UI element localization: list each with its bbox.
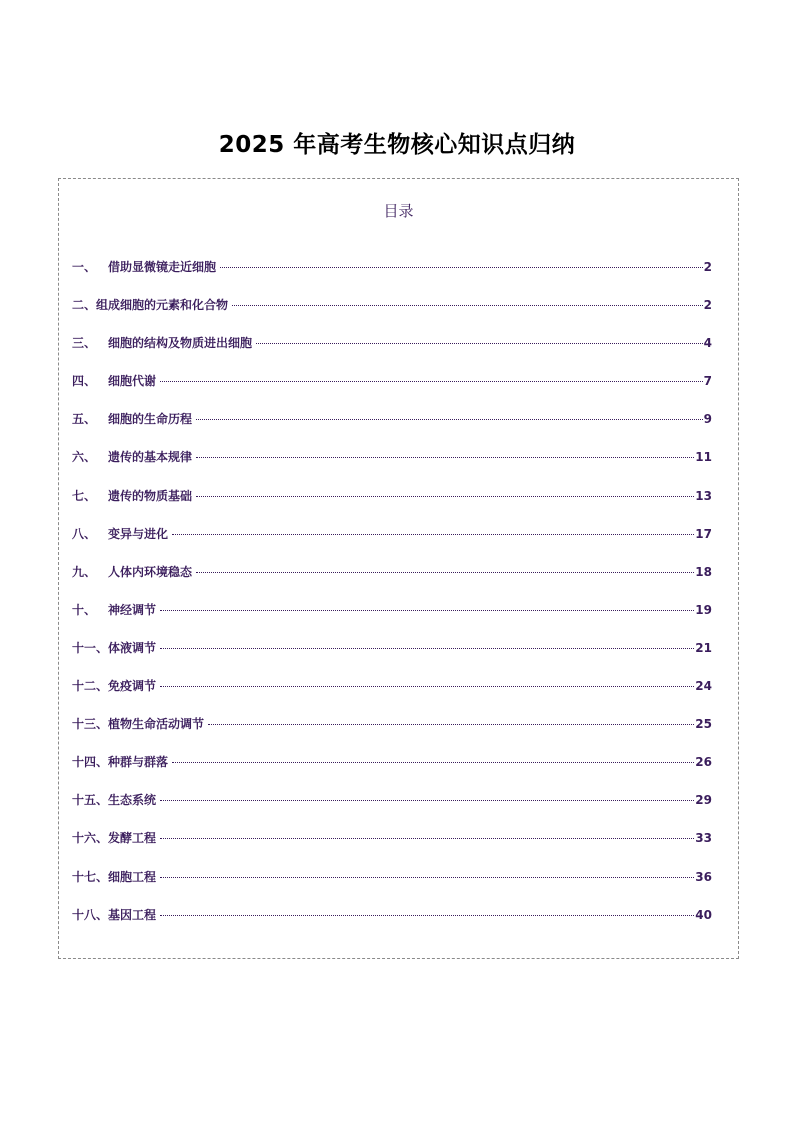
toc-entry-number: 八、 [72, 526, 97, 541]
toc-entry[interactable] [72, 371, 712, 409]
toc-entry[interactable] [72, 486, 712, 524]
toc-entry-spacer [96, 447, 108, 467]
toc-entry[interactable] [72, 409, 712, 447]
dot-leader [196, 457, 694, 458]
toc-entry-number: 十六、 [72, 831, 109, 846]
dot-leader [196, 419, 703, 420]
dot-leader [160, 686, 694, 687]
toc-entry[interactable] [72, 447, 712, 485]
toc-entry-page-number: 18 [695, 564, 712, 579]
dot-leader [172, 534, 694, 535]
toc-entry-spacer [96, 257, 108, 277]
toc-entry-title: 免疫调节 [108, 679, 157, 694]
toc-entry-title: 遗传的物质基础 [108, 488, 193, 503]
toc-entry-page-number: 33 [695, 831, 712, 846]
toc-entry-title: 基因工程 [108, 907, 157, 922]
toc-entry-page-number: 29 [695, 793, 712, 808]
toc-entry-number: 十、 [72, 602, 97, 617]
toc-entry[interactable] [72, 905, 712, 943]
toc-entry-number: 二、 [72, 298, 97, 313]
dot-leader [256, 343, 703, 344]
toc-entry-title: 遗传的基本规律 [108, 450, 193, 465]
toc-entry[interactable] [72, 676, 712, 714]
toc-heading: 目录 [383, 202, 414, 220]
toc-entry-number: 四、 [72, 374, 97, 389]
toc-entry-title: 细胞代谢 [108, 374, 157, 389]
toc-entry-title: 组成细胞的元素和化合物 [96, 298, 229, 313]
toc-entry-number: 七、 [72, 488, 97, 503]
toc-entry[interactable] [72, 790, 712, 828]
toc-entry-title: 细胞工程 [108, 869, 157, 884]
toc-entry[interactable] [72, 714, 712, 752]
dot-leader [196, 496, 694, 497]
toc-entry-spacer [96, 371, 108, 391]
toc-entry-page-number: 40 [695, 907, 712, 922]
toc-entry-page-number: 9 [703, 412, 712, 427]
toc-entry-number: 十八、 [72, 907, 109, 922]
toc-entry-page-number: 4 [703, 336, 712, 351]
toc-entry-title: 体液调节 [108, 640, 157, 655]
toc-entry-title: 人体内环境稳态 [108, 564, 193, 579]
toc-entry[interactable] [72, 524, 712, 562]
toc-entry-page-number: 17 [695, 526, 712, 541]
toc-entry-title: 变异与进化 [108, 526, 169, 541]
dot-leader [232, 305, 703, 306]
toc-entry-page-number: 19 [695, 602, 712, 617]
toc-entry-number: 十一、 [72, 640, 109, 655]
toc-entry-page-number: 13 [695, 488, 712, 503]
toc-entry[interactable] [72, 752, 712, 790]
toc-entry-page-number: 7 [703, 374, 712, 389]
toc-entry-number: 一、 [72, 260, 97, 274]
toc-entry-number: 十三、 [72, 717, 109, 732]
toc-entry-spacer [96, 486, 108, 506]
toc-entry[interactable] [72, 600, 712, 638]
toc-entry-title: 借助显微镜走近细胞 [108, 260, 217, 274]
toc-entry-title: 生态系统 [108, 793, 157, 808]
toc-entry-spacer [96, 333, 108, 353]
toc-entry-spacer [96, 562, 108, 582]
toc-entry-spacer [96, 600, 108, 620]
toc-entry[interactable] [72, 828, 712, 866]
toc-entry-number: 三、 [72, 336, 97, 351]
toc-entry-spacer [96, 524, 108, 544]
toc-entry-page-number: 25 [695, 717, 712, 732]
toc-entry-title: 细胞的结构及物质进出细胞 [108, 336, 253, 351]
page-title: 2025 年高考生物核心知识点归纳 [218, 132, 576, 158]
dot-leader [160, 610, 694, 611]
dot-leader [220, 267, 703, 268]
toc-entry-page-number: 26 [695, 755, 712, 770]
toc-entry-title: 种群与群落 [108, 755, 169, 770]
dot-leader [172, 762, 694, 763]
toc-entry-number: 十七、 [72, 869, 109, 884]
toc-entry-page-number: 21 [695, 640, 712, 655]
table-of-contents [58, 178, 739, 959]
toc-entry[interactable] [72, 638, 712, 676]
dot-leader [196, 572, 694, 573]
toc-entry-number: 五、 [72, 412, 97, 427]
toc-entry-page-number: 2 [703, 298, 712, 313]
toc-entry[interactable] [72, 333, 712, 371]
toc-entry-title: 神经调节 [108, 602, 157, 617]
toc-entry[interactable] [72, 867, 712, 905]
toc-entry-page-number: 24 [695, 679, 712, 694]
toc-entry-page-number: 2 [703, 260, 712, 274]
toc-entry-title: 发酵工程 [108, 831, 157, 846]
toc-entry-number: 九、 [72, 564, 97, 579]
toc-list [72, 257, 712, 943]
toc-entry-page-number: 36 [695, 869, 712, 884]
toc-entry-title: 植物生命活动调节 [108, 717, 205, 732]
toc-entry-spacer [96, 409, 108, 429]
dot-leader [160, 381, 703, 382]
toc-entry-page-number: 11 [695, 450, 712, 465]
toc-entry-number: 十二、 [72, 679, 109, 694]
dot-leader [160, 877, 694, 878]
toc-entry-number: 六、 [72, 450, 97, 465]
dot-leader [160, 915, 694, 916]
dot-leader [160, 648, 694, 649]
toc-entry-title: 细胞的生命历程 [108, 412, 193, 427]
toc-entry-number: 十五、 [72, 793, 109, 808]
toc-entry-number: 十四、 [72, 755, 109, 770]
dot-leader [160, 838, 694, 839]
dot-leader [160, 800, 694, 801]
toc-entry[interactable] [72, 562, 712, 600]
dot-leader [208, 724, 694, 725]
toc-entry[interactable] [72, 257, 712, 295]
toc-entry[interactable] [72, 295, 712, 333]
